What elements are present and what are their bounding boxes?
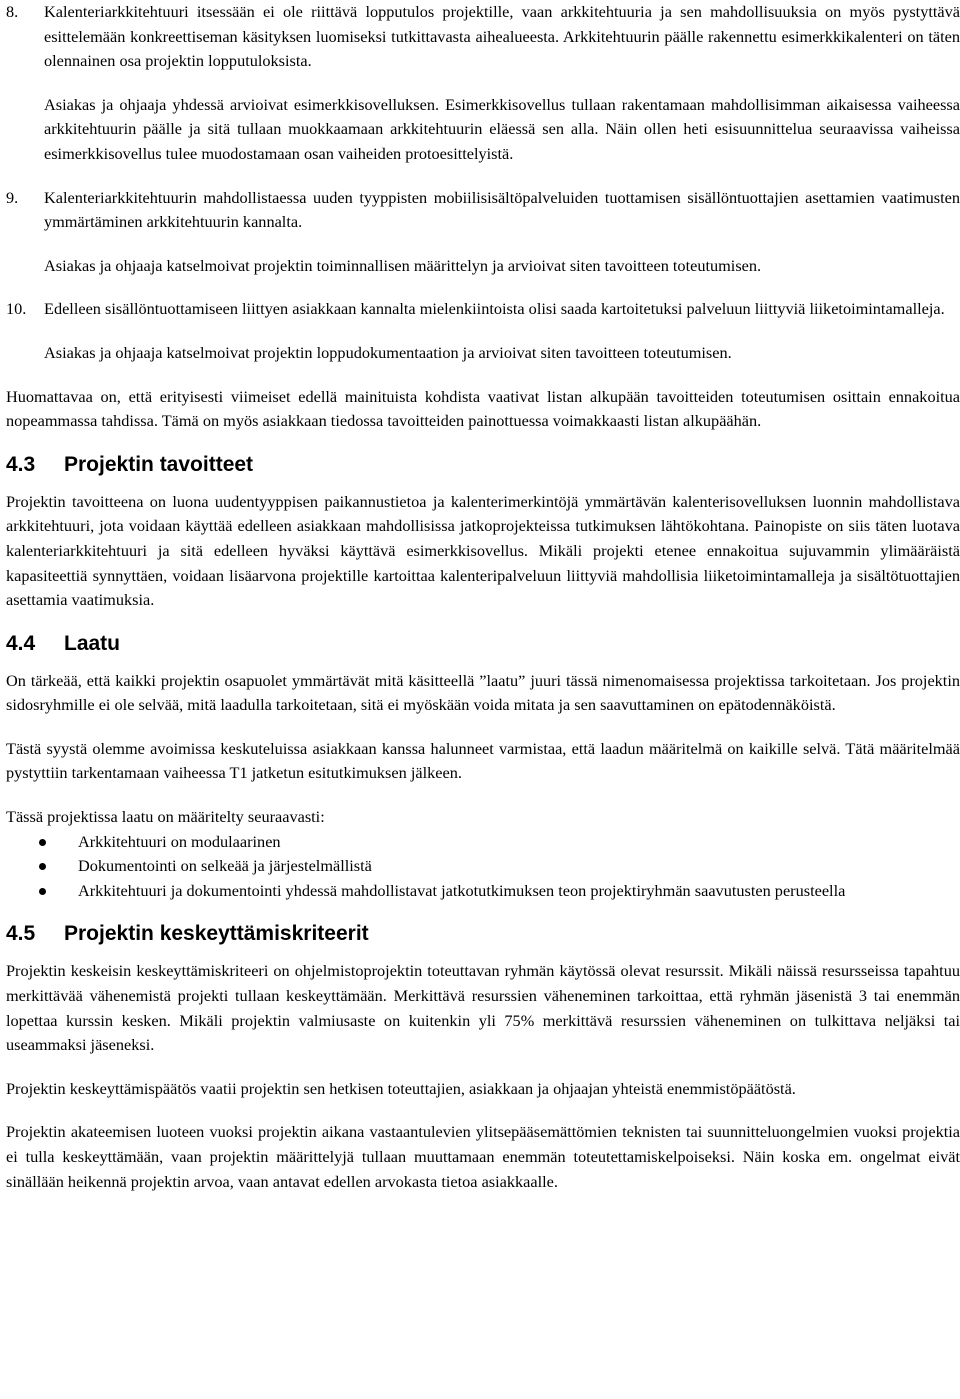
section-paragraph: On tärkeää, että kaikki projektin osapuolet ymmärtävät mitä käsitteellä ”laatu” juuri tässä nimenomaisessa projektissa tarkoitetaan. Jos projektin sidosryhmille ei ole selvää, mitä laadulla tarkoitetaan, sitä ei myöskään voida mitata ja sen saavuttaminen on epätodennäköistä. <box>6 670 960 715</box>
section-paragraph: Tästä syystä olemme avoimissa keskuteluissa asiakkaan kanssa halunneet varmistaa, että laadun määritelmä on kaikille selvä. Tätä määritelmää pystyttiin tarkentamaan vaiheessa T1 jatketun esitutkimuksen jälkeen. <box>6 738 960 783</box>
section-heading-4-5 <box>6 921 960 947</box>
goal-number: 9. <box>6 187 19 207</box>
goal-text: Kalenteriarkkitehtuuri itsessään ei ole riittävä lopputulos projektille, vaan arkkitehtuuria ja sen mahdollisuuksia on myös pystyttävä esittelemään konkreettiseman käsityksen luomiseksi tutkittavasta aihealueesta. Arkkitehtuurin päälle rakennettu esimerkkikalenteri on täten olennainen osa projektin lopputuloksista. <box>44 2 960 71</box>
section-paragraph: Projektin keskeisin keskeyttämiskriteeri on ohjelmistoprojektin toteuttavan ryhmän käytössä olevat resurssit. Mikäli näissä resursseissa tapahtuu merkittävää vähenemistä projekti tullaan keskeyttämään. Merkittävä resurssien väheneminen tarkoittaa, että ryhmän jäsenistä 3 tai enemmän lopettaa kurssin kesken. Mikäli projektin valmiusaste on kuitenkin yli 75% merkittävä resurssien väheneminen on tulkittava neljäksi tai useammaksi jäseneksi. <box>6 961 960 1055</box>
section-title: Projektin tavoitteet <box>64 452 254 476</box>
section-paragraph: Projektin tavoitteena on luona uudentyyppisen paikannustietoa ja kalenterimerkintöjä ymmärtävän kalenterisovelluksen luonnin mahdollistava arkkitehtuuri, jota voidaan käyttää edelleen asiakkaan mahdollisissa jatkoprojekteissa tutkimuksen lähtökohtana. Painopiste on siis täten luotava kalenteriarkkitehtuuri ja sitä edelleen hyväksi käyttävä esimerkkisovellus. Mikäli projekti etenee ennakoitua sujuvammin ylimääräistä kapasiteettiä synnyttäen, voidaan lisäarvona projektille kartoittaa kalenteripalveluun liittyviä mahdollisia liiketoimintamalleja ja sisältötuottajien asettamia vaatimuksia. <box>6 491 960 610</box>
list-item <box>6 854 960 879</box>
bullet-icon <box>39 839 46 846</box>
section-paragraph: Tässä projektissa laatu on määritelty seuraavasti: <box>6 807 325 827</box>
goal-item-9 <box>6 186 960 235</box>
section-title: Laatu <box>64 631 121 655</box>
section-heading-4-4 <box>6 631 960 657</box>
section-paragraph: Projektin keskeyttämispäätös vaatii projektin sen hetkisen toteuttajien, asiakkaan ja ohjaajan yhteistä enemmistöpäätöstä. <box>6 1078 796 1098</box>
section-title: Projektin keskeyttämiskriteerit <box>64 922 369 946</box>
list-item-text: Arkkitehtuuri on modulaarinen <box>78 831 281 851</box>
goal-review: Asiakas ja ohjaaja katselmoivat projektin toiminnallisen määrittelyn ja arvioivat siten tavoitteen toteutumisen. <box>44 255 762 275</box>
goal-number: 10. <box>6 299 27 319</box>
list-item-text: Arkkitehtuuri ja dokumentointi yhdessä mahdollistavat jatkotutkimuksen teon projektiryhmän saavutusten perusteella <box>78 880 846 900</box>
section-number: 4.5 <box>6 922 36 946</box>
list-item-text: Dokumentointi on selkeää ja järjestelmällistä <box>78 856 372 876</box>
section-heading-4-3 <box>6 452 960 478</box>
section-paragraph: Projektin akateemisen luoteen vuoksi projektin aikana vastaantulevien ylitsepääsemättömien teknisten tai suunnitteluongelmien vuoksi projektia ei tulla keskeyttämään, vaan projektin määrittelyjä tullaan muuttamaan enemmän toteutettamiskelpoiseksi. Näin koska em. ongelmat eivät sinällään heikennä projektin arvoa, vaan antavat edellen arvokasta tietoa asiakkaalle. <box>6 1122 960 1191</box>
bullet-icon <box>39 863 46 870</box>
section-number: 4.3 <box>6 452 36 476</box>
goal-review: Asiakas ja ohjaaja katselmoivat projektin loppudokumentaation ja arvioivat siten tavoitteen toteutumisen. <box>44 342 732 362</box>
document-page <box>6 0 960 1194</box>
quality-criteria-list <box>6 830 960 904</box>
goal-item-8 <box>6 0 960 74</box>
list-item <box>6 830 960 855</box>
goal-review: Asiakas ja ohjaaja yhdessä arvioivat esimerkkisovelluksen. Esimerkkisovellus tullaan rakentamaan mahdollisimman aikaisessa vaiheessa arkkitehtuurin päälle ja sitä tullaan muokkaamaan arkkitehtuurin eläessä sen alla. Näin ollen heti esisuunnittelua seuraavissa vaiheissa esimerkkisovellus tulee muodostamaan osan vaiheiden protoesittelyistä. <box>44 94 960 163</box>
goal-number: 8. <box>6 2 19 21</box>
section-number: 4.4 <box>6 631 36 655</box>
goal-item-10 <box>6 297 960 322</box>
list-item <box>6 879 960 904</box>
note-paragraph: Huomattavaa on, että erityisesti viimeiset edellä mainituista kohdista vaativat listan alkupään tavoitteiden toteutumisen osittain ennakoitua nopeammassa tahdissa. Tämä on myös asiakkaan tiedossa tavoitteiden painottuessa voimakkaasti listan alkupäähän. <box>6 386 960 431</box>
goal-text: Kalenteriarkkitehtuurin mahdollistaessa uuden tyyppisten mobiilisisältöpalveluiden tuottamisen sisällöntuottajien asettamien vaatimusten ymmärtäminen arkkitehtuurin kannalta. <box>44 187 960 232</box>
bullet-icon <box>39 888 46 895</box>
goal-text: Edelleen sisällöntuottamiseen liittyen asiakkaan kannalta mielenkiintoista olisi saada kartoitetuksi palveluun liittyviä liiketoimintamalleja. <box>44 299 945 319</box>
